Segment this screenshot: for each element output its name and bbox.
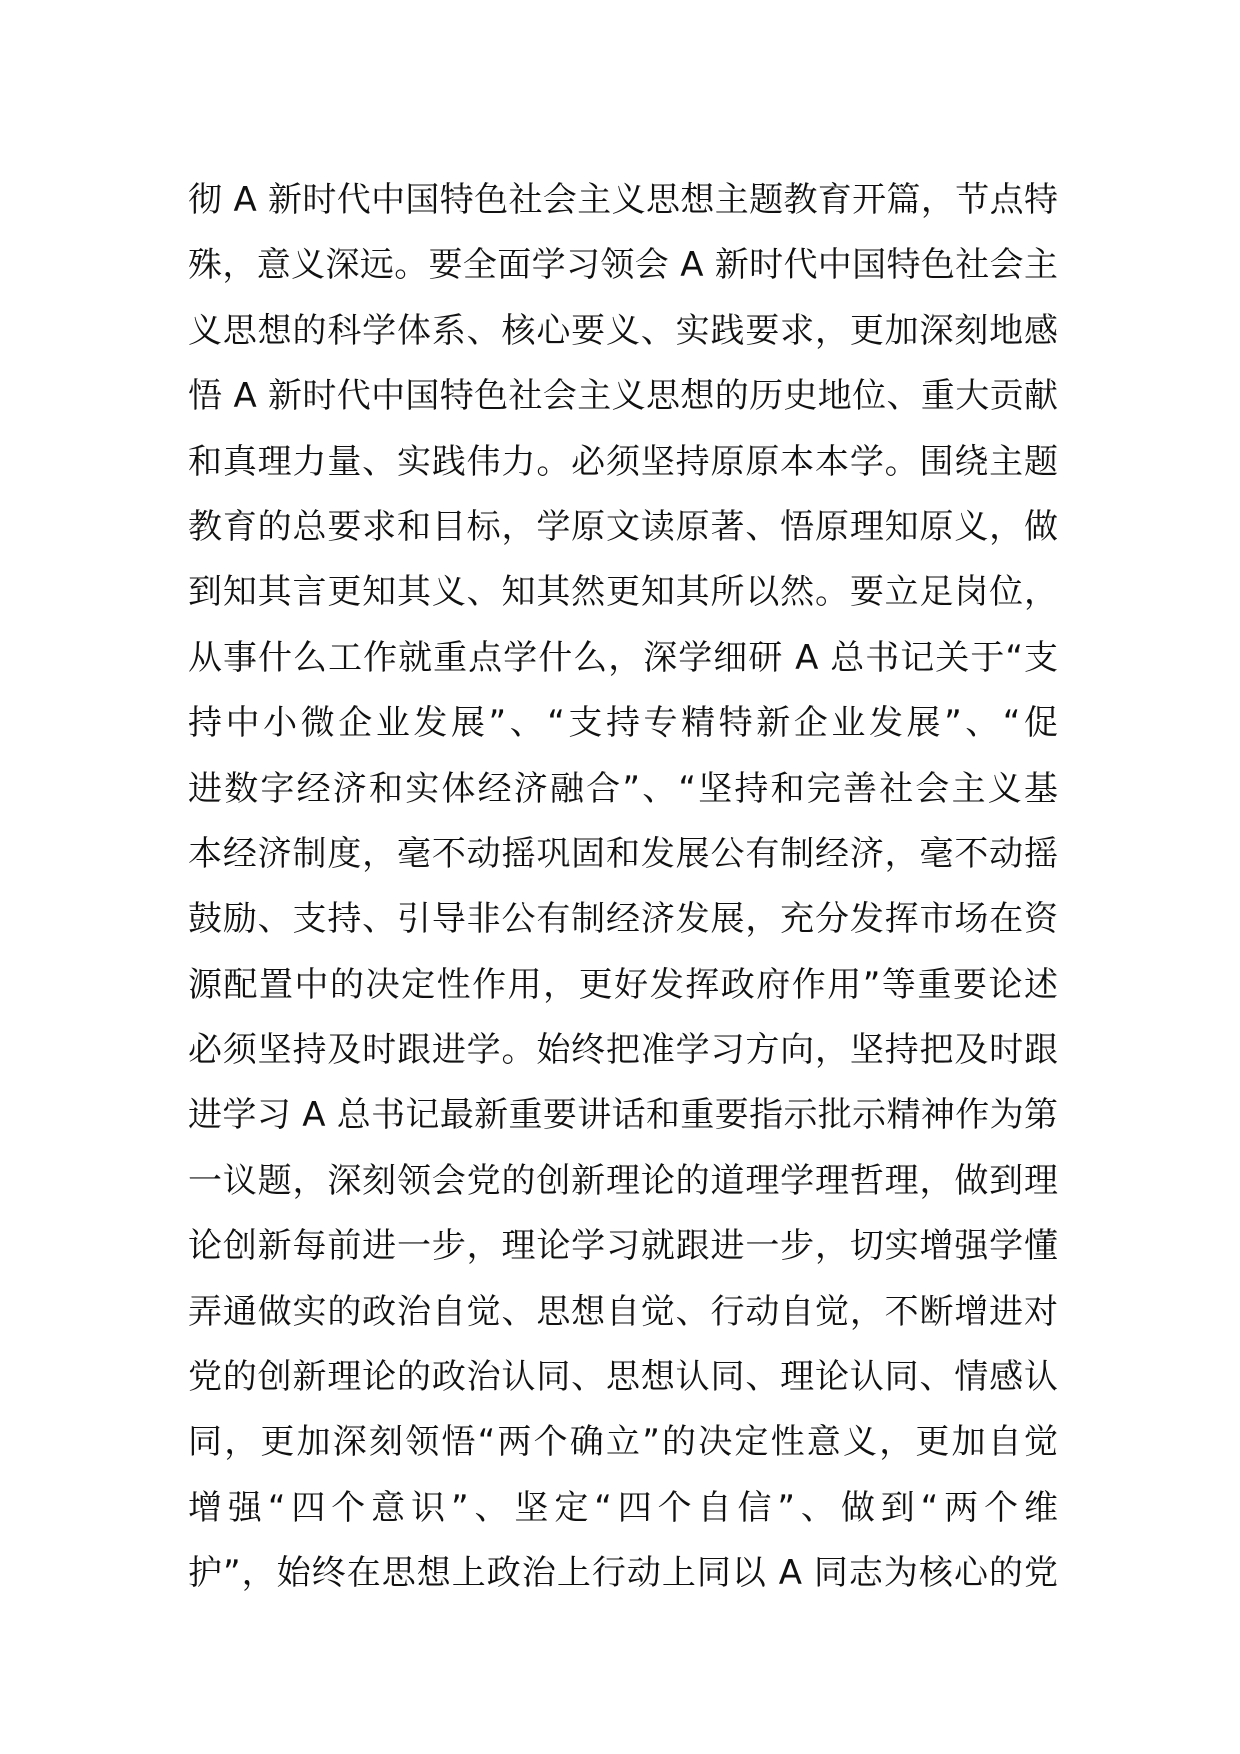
text-line-2: 殊，意义深远。要全面学习领会 A 新时代中国特色社会主 xyxy=(188,245,1058,286)
text-line-20: 同，更加深刻领悟“两个确立”的决定性意义，更加自觉 xyxy=(188,1422,1058,1463)
text-line-8: 从事什么工作就重点学什么，深学细研 A 总书记关于“支 xyxy=(188,637,1058,678)
text-line-21: 增强“四个意识”、坚定“四个自信”、做到“两个维 xyxy=(188,1487,1058,1528)
text-line-13: 源配置中的决定性作用，更好发挥政府作用”等重要论述 xyxy=(188,964,1058,1005)
text-line-19: 党的创新理论的政治认同、思想认同、理论认同、情感认 xyxy=(188,1357,1058,1398)
text-line-22: 护”，始终在思想上政治上行动上同以 A 同志为核心的党 xyxy=(188,1553,1058,1594)
text-line-9: 持中小微企业发展”、“支持专精特新企业发展”、“促 xyxy=(188,703,1058,744)
text-line-12: 鼓励、支持、引导非公有制经济发展，充分发挥市场在资 xyxy=(188,899,1058,940)
text-line-15: 进学习 A 总书记最新重要讲话和重要指示批示精神作为第 xyxy=(188,1095,1058,1136)
text-line-11: 本经济制度，毫不动摇巩固和发展公有制经济，毫不动摇 xyxy=(188,833,1058,874)
body-paragraph xyxy=(188,168,1058,1607)
text-line-16: 一议题，深刻领会党的创新理论的道理学理哲理，做到理 xyxy=(188,1160,1058,1201)
text-line-1: 彻 A 新时代中国特色社会主义思想主题教育开篇，节点特 xyxy=(188,180,1058,220)
text-line-5: 和真理力量、实践伟力。必须坚持原原本本学。围绕主题 xyxy=(188,441,1058,482)
text-line-17: 论创新每前进一步，理论学习就跟进一步，切实增强学懂 xyxy=(188,1226,1058,1267)
text-line-14: 必须坚持及时跟进学。始终把准学习方向，坚持把及时跟 xyxy=(188,1030,1058,1071)
text-line-4: 悟 A 新时代中国特色社会主义思想的历史地位、重大贡献 xyxy=(188,376,1058,417)
text-line-7: 到知其言更知其义、知其然更知其所以然。要立足岗位， xyxy=(188,572,1058,613)
text-line-18: 弄通做实的政治自觉、思想自觉、行动自觉，不断增进对 xyxy=(188,1291,1058,1332)
text-line-3: 义思想的科学体系、核心要义、实践要求，更加深刻地感 xyxy=(188,310,1058,351)
text-line-10: 进数字经济和实体经济融合”、“坚持和完善社会主义基 xyxy=(188,768,1058,809)
text-line-6: 教育的总要求和目标，学原文读原著、悟原理知原义，做 xyxy=(188,506,1058,547)
